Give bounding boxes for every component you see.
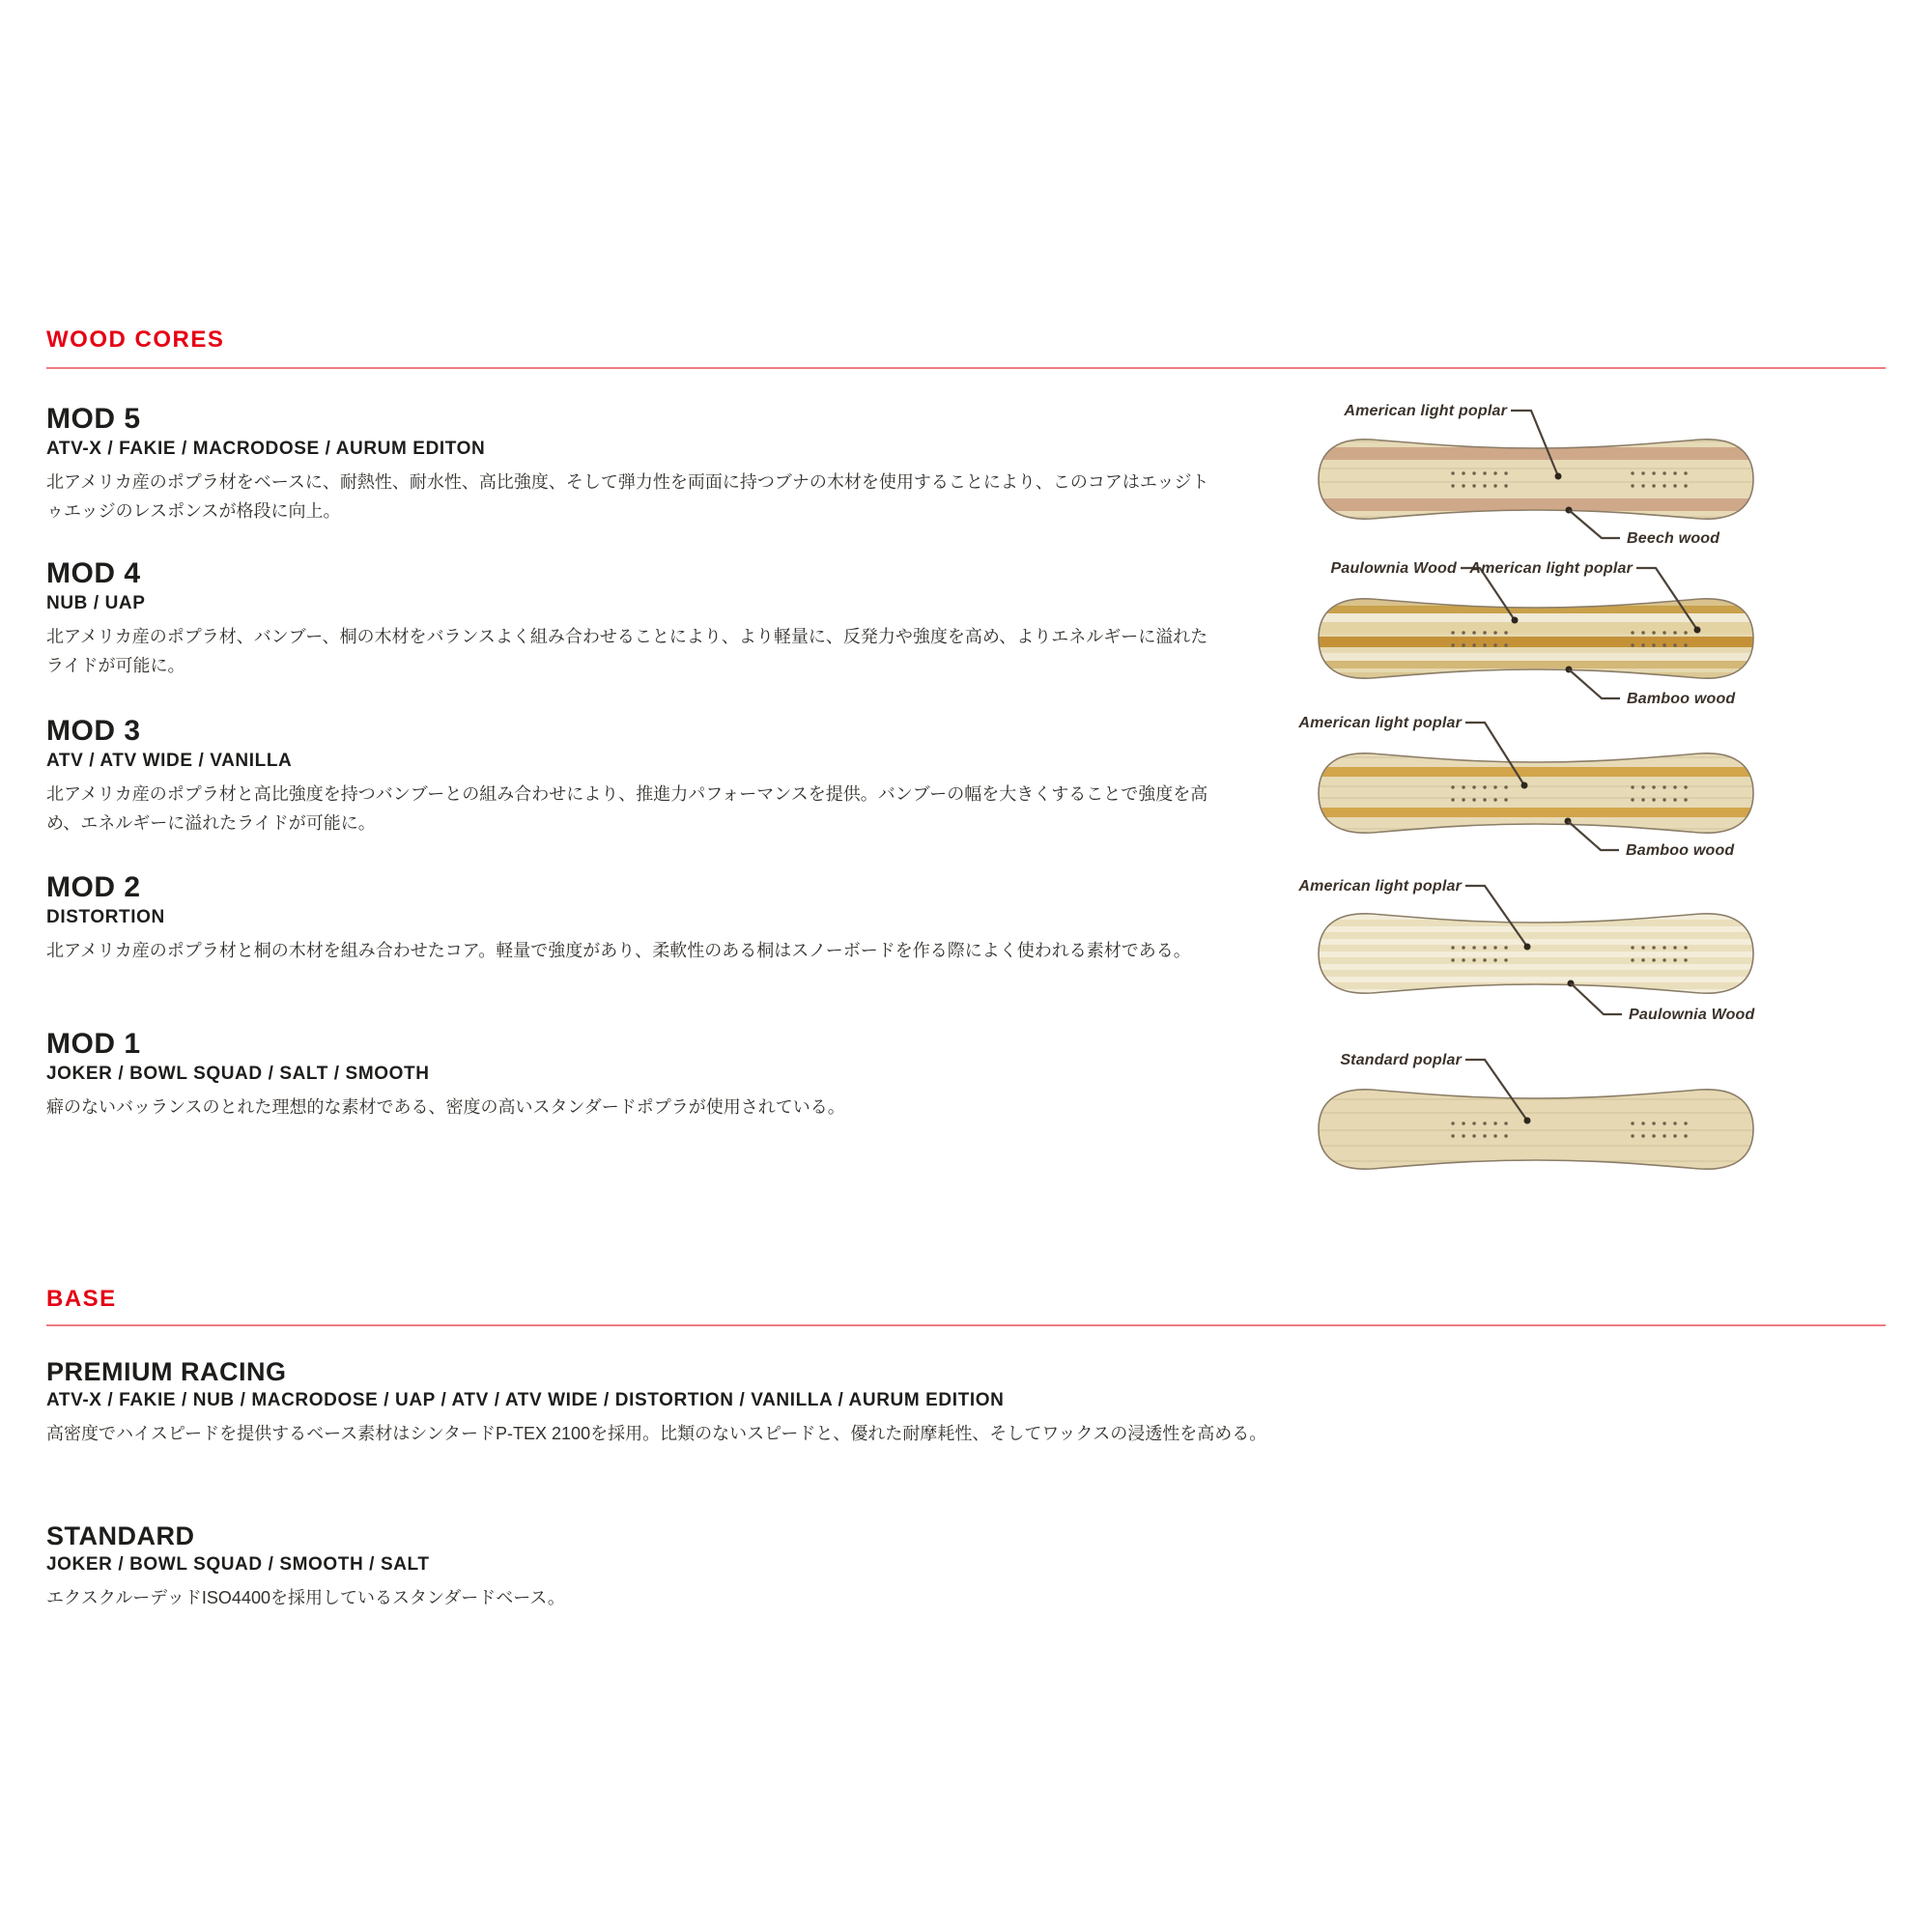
base-section-title: BASE bbox=[46, 1286, 117, 1312]
mod1-models: JOKER / BOWL SQUAD / SALT / SMOOTH bbox=[46, 1064, 430, 1084]
mod4-description: 北アメリカ産のポプラ材、バンブー、桐の木材をバランスよく組み合わせることにより、より軽量に、反発力や強度を高め、よりエネルギーに溢れたライドが可能に。 bbox=[46, 627, 1208, 675]
mod1-board-illustration bbox=[1314, 1077, 1758, 1181]
mod5-label-american-light-poplar: American light poplar bbox=[1344, 403, 1507, 419]
wood-cores-divider bbox=[46, 367, 1886, 369]
leader-dot bbox=[1555, 473, 1562, 480]
standard-description: エクスクルーデッドISO4400を採用しているスタンダードベース。 bbox=[46, 1588, 565, 1607]
mod2-label-paulownia-wood: Paulownia Wood bbox=[1629, 1007, 1755, 1023]
premium-racing-title: PREMIUM RACING bbox=[46, 1357, 287, 1386]
mod1-title: MOD 1 bbox=[46, 1028, 141, 1060]
mod3-board-illustration bbox=[1314, 741, 1758, 845]
mod4-block bbox=[46, 558, 1215, 680]
mod4-models: NUB / UAP bbox=[46, 593, 146, 613]
mod2-block bbox=[46, 872, 1215, 965]
mod3-core-diagram bbox=[1043, 712, 1913, 881]
mod2-models: DISTORTION bbox=[46, 907, 165, 927]
mod4-title: MOD 4 bbox=[46, 557, 141, 589]
leader-dot bbox=[1521, 782, 1528, 789]
premium-racing-models: ATV-X / FAKIE / NUB / MACRODOSE / UAP / ATV / ATV WIDE / DISTORTION / VANILLA / AURUM EDITION bbox=[46, 1390, 1005, 1410]
mod2-board-illustration bbox=[1314, 901, 1758, 1006]
leader-dot bbox=[1694, 627, 1701, 634]
mod4-board-illustration bbox=[1314, 586, 1758, 691]
mod2-description: 北アメリカ産のポプラ材と桐の木材を組み合わせたコア。軽量で強度があり、柔軟性のある桐はスノーボードを作る際によく使われる素材である。 bbox=[46, 941, 1191, 960]
mod5-block bbox=[46, 404, 1215, 526]
mod4-label-paulownia-wood: Paulownia Wood bbox=[1330, 560, 1457, 577]
premium-racing-description: 高密度でハイスピードを提供するベース素材はシンタードP-TEX 2100を採用。比類のないスピードと、優れた耐摩耗性、そしてワックスの浸透性を高める。 bbox=[46, 1424, 1267, 1443]
mod3-label-bamboo-wood: Bamboo wood bbox=[1626, 842, 1735, 859]
mod5-title: MOD 5 bbox=[46, 403, 141, 435]
mod1-core-diagram bbox=[1043, 1038, 1913, 1208]
mod2-title: MOD 2 bbox=[46, 871, 141, 903]
mod1-block bbox=[46, 1029, 1215, 1122]
standard-title: STANDARD bbox=[46, 1521, 195, 1550]
mod3-models: ATV / ATV WIDE / VANILLA bbox=[46, 751, 293, 771]
leader-dot bbox=[1524, 944, 1531, 951]
standard-block bbox=[46, 1521, 1399, 1612]
leader-line bbox=[1571, 983, 1622, 1014]
mod1-label-standard-poplar: Standard poplar bbox=[1340, 1052, 1462, 1068]
leader-line bbox=[1569, 669, 1620, 698]
mod2-label-american-light-poplar: American light poplar bbox=[1298, 878, 1462, 895]
base-divider bbox=[46, 1324, 1886, 1326]
mod5-board-illustration bbox=[1314, 427, 1758, 531]
mod4-core-diagram bbox=[1043, 555, 1913, 724]
mod3-title: MOD 3 bbox=[46, 715, 141, 747]
mod4-label-american-light-poplar: American light poplar bbox=[1469, 560, 1633, 577]
mod5-core-diagram bbox=[1043, 391, 1913, 560]
mod3-block bbox=[46, 716, 1215, 838]
mod5-label-beech-wood: Beech wood bbox=[1627, 530, 1720, 547]
premium-racing-block bbox=[46, 1357, 1399, 1448]
mod5-models: ATV-X / FAKIE / MACRODOSE / AURUM EDITON bbox=[46, 439, 486, 459]
leader-dot bbox=[1524, 1118, 1531, 1124]
mod3-description: 北アメリカ産のポプラ材と高比強度を持つバンブーとの組み合わせにより、推進力パフォーマンスを提供。バンブーの幅を大きくすることで強度を高め、エネルギーに溢れたライドが可能に。 bbox=[46, 784, 1208, 833]
mod4-label-bamboo-wood: Bamboo wood bbox=[1627, 691, 1736, 707]
mod1-description: 癖のないバッランスのとれた理想的な素材である、密度の高いスタンダードポプラが使用されている。 bbox=[46, 1097, 845, 1117]
leader-dot bbox=[1512, 617, 1519, 624]
standard-models: JOKER / BOWL SQUAD / SMOOTH / SALT bbox=[46, 1554, 430, 1575]
wood-cores-section-title: WOOD CORES bbox=[46, 327, 225, 353]
mod3-label-american-light-poplar: American light poplar bbox=[1298, 715, 1462, 731]
leader-line bbox=[1569, 510, 1620, 538]
mod2-core-diagram bbox=[1043, 872, 1913, 1041]
mod5-description: 北アメリカ産のポプラ材をベースに、耐熱性、耐水性、高比強度、そして弾力性を両面に持つブナの木材を使用することにより、このコアはエッジトゥエッジのレスポンスが格段に向上。 bbox=[46, 472, 1209, 521]
